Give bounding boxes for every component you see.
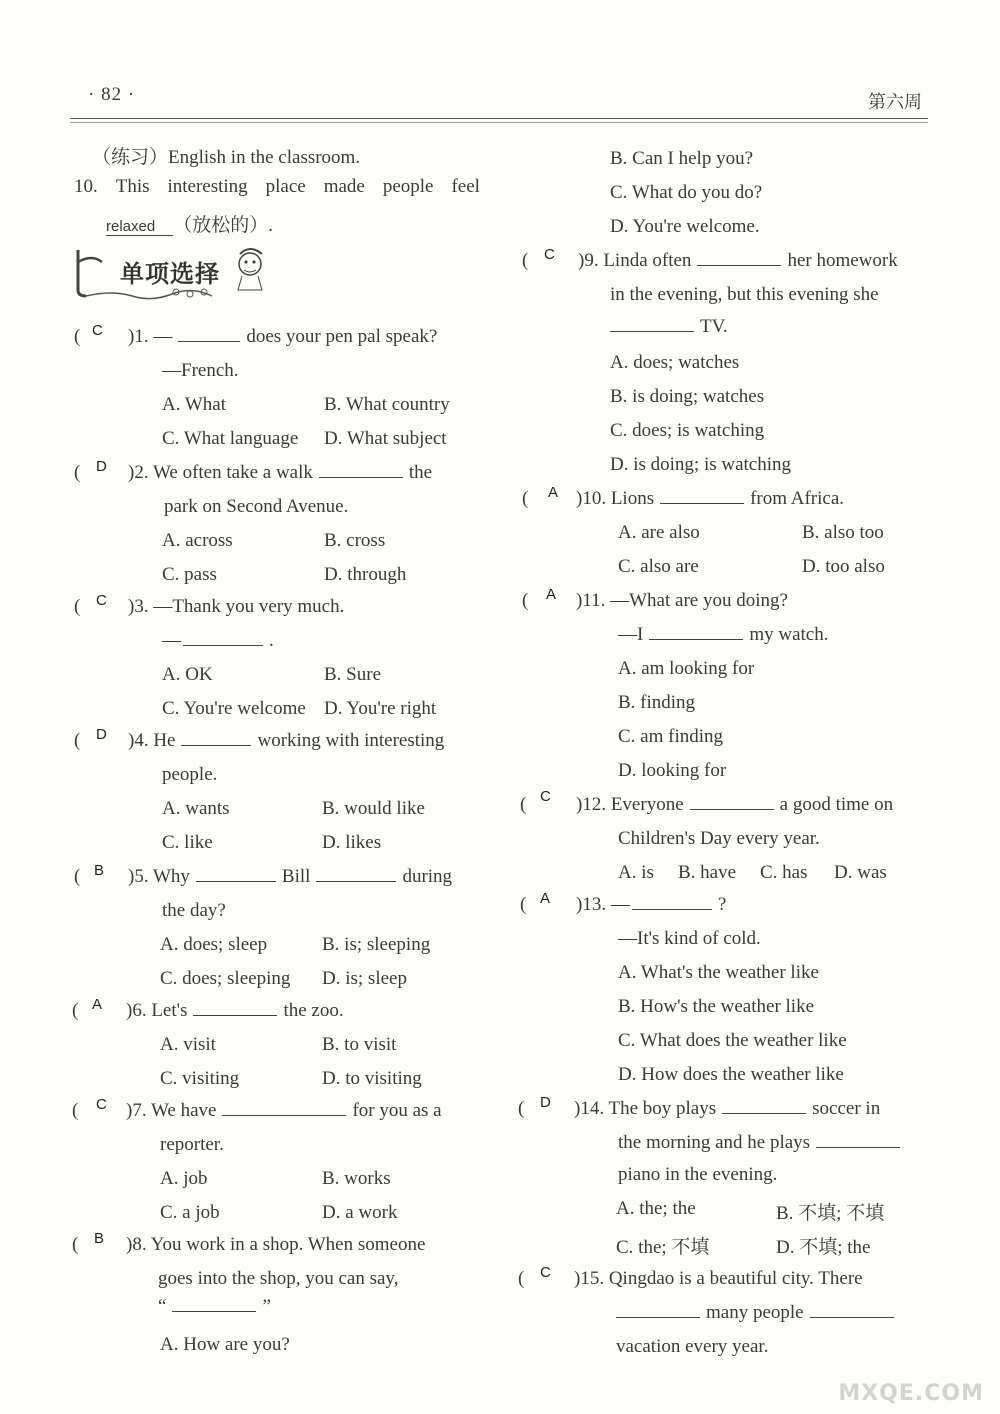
watermark: MXQE.COM xyxy=(838,1381,984,1406)
answer-8: B xyxy=(94,1230,105,1247)
answer-9: C xyxy=(544,246,555,263)
answer-15: C xyxy=(540,1264,551,1281)
handwritten-answer: relaxed xyxy=(106,218,173,236)
week-label: 第六周 xyxy=(868,92,922,113)
header-rule xyxy=(70,118,928,119)
answer-4: D xyxy=(96,726,107,743)
page-number: · 82 · xyxy=(88,84,136,105)
answer-12: C xyxy=(540,788,551,805)
answer-1: C xyxy=(92,322,103,339)
answer-14: D xyxy=(540,1094,551,1111)
section-title: 单项选择 xyxy=(120,260,220,288)
q10-fill-line1: 10. This interesting place made people feel xyxy=(74,176,480,197)
q10-fill-line2: relaxed （放松的）. xyxy=(106,215,273,236)
answer-5: B xyxy=(94,862,105,879)
section-header xyxy=(72,240,282,300)
answer-6: A xyxy=(92,996,103,1013)
answer-11: A xyxy=(546,586,557,603)
answer-7: C xyxy=(96,1096,107,1113)
answer-2: D xyxy=(96,458,107,475)
header-rule-thin xyxy=(70,122,928,123)
answer-13: A xyxy=(540,890,551,907)
answer-10: A xyxy=(548,484,559,501)
practice-line: （练习）English in the classroom. xyxy=(92,147,361,168)
answer-3: C xyxy=(96,592,107,609)
